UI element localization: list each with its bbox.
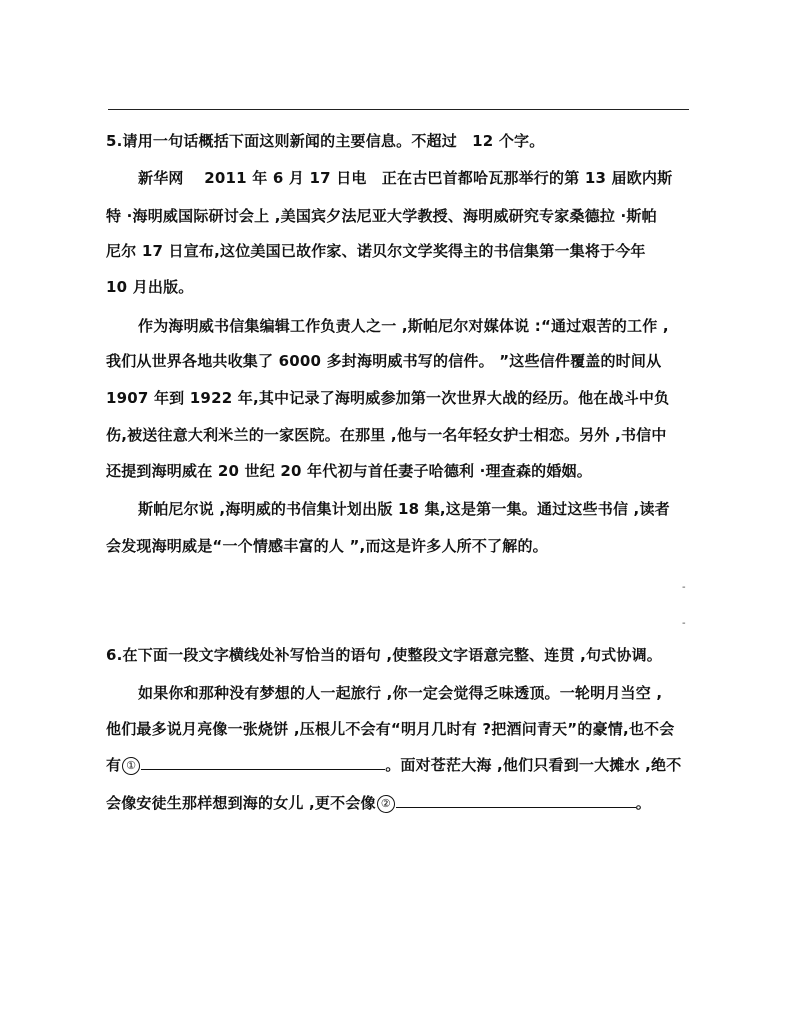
- margin-mark: -: [682, 618, 686, 629]
- q6-line4-start: 会像安徒生那样想到海的女儿 ,更不会像: [106, 794, 376, 812]
- q5-news-line-6: 我们从世界各地共收集了 6000 多封海明威书写的信件。 ”这些信件覆盖的时间从: [106, 352, 662, 370]
- q5-prompt: 5.请用一句话概括下面这则新闻的主要信息。不超过 12 个字。: [106, 132, 545, 150]
- q5-news-line-1: 新华网 2011 年 6 月 17 日电 正在古巴首都哈瓦那举行的第 13 届欧内斯: [138, 169, 673, 187]
- blank-number-1: ①: [122, 757, 140, 775]
- q5-news-line-7: 1907 年到 1922 年,其中记录了海明威参加第一次世界大战的经历。他在战斗中负: [106, 389, 670, 407]
- q6-passage-line-2: 他们最多说月亮像一张烧饼 ,压根儿不会有“明月几时有 ?把酒问青天”的豪情,也不会: [106, 720, 675, 738]
- q5-news-line-9: 还提到海明威在 20 世纪 20 年代初与首任妻子哈德利 ·理查森的婚姻。: [106, 462, 592, 480]
- answer-blank-2[interactable]: [396, 793, 636, 808]
- q5-news-line-3: 尼尔 17 日宣布,这位美国已故作家、诺贝尔文学奖得主的书信集第一集将于今年: [106, 242, 646, 260]
- q6-passage-line-1: 如果你和那种没有梦想的人一起旅行 ,你一定会觉得乏味透顶。一轮明月当空 ,: [138, 684, 663, 702]
- q6-passage-line-3: [106, 755, 681, 775]
- margin-mark: -: [682, 582, 686, 593]
- answer-blank-1[interactable]: [141, 755, 385, 770]
- q6-line4-end: 。: [635, 794, 651, 812]
- q5-news-line-4: 10 月出版。: [106, 278, 194, 296]
- q5-news-line-8: 伤,被送往意大利米兰的一家医院。在那里 ,他与一名年轻女护士相恋。另外 ,书信中: [106, 426, 667, 444]
- q5-news-line-5: 作为海明威书信集编辑工作负责人之一 ,斯帕尼尔对媒体说 :“通过艰苦的工作 ,: [138, 317, 669, 335]
- q6-line3-end: 。面对苍茫大海 ,他们只看到一大摊水 ,绝不: [385, 756, 682, 774]
- q6-prompt: 6.在下面一段文字横线处补写恰当的语句 ,使整段文字语意完整、连贯 ,句式协调。: [106, 646, 662, 664]
- q5-news-line-11: 会发现海明威是“一个情感丰富的人 ”,而这是许多人所不了解的。: [106, 537, 548, 555]
- blank-number-2: ②: [377, 795, 395, 813]
- header-rule: [108, 109, 689, 110]
- q6-line3-start: 有: [106, 756, 122, 774]
- q5-news-line-2: 特 ·海明威国际研讨会上 ,美国宾夕法尼亚大学教授、海明威研究专家桑德拉 ·斯帕: [106, 207, 657, 225]
- q6-passage-line-4: [106, 793, 651, 813]
- q5-news-line-10: 斯帕尼尔说 ,海明威的书信集计划出版 18 集,这是第一集。通过这些书信 ,读者: [138, 500, 670, 518]
